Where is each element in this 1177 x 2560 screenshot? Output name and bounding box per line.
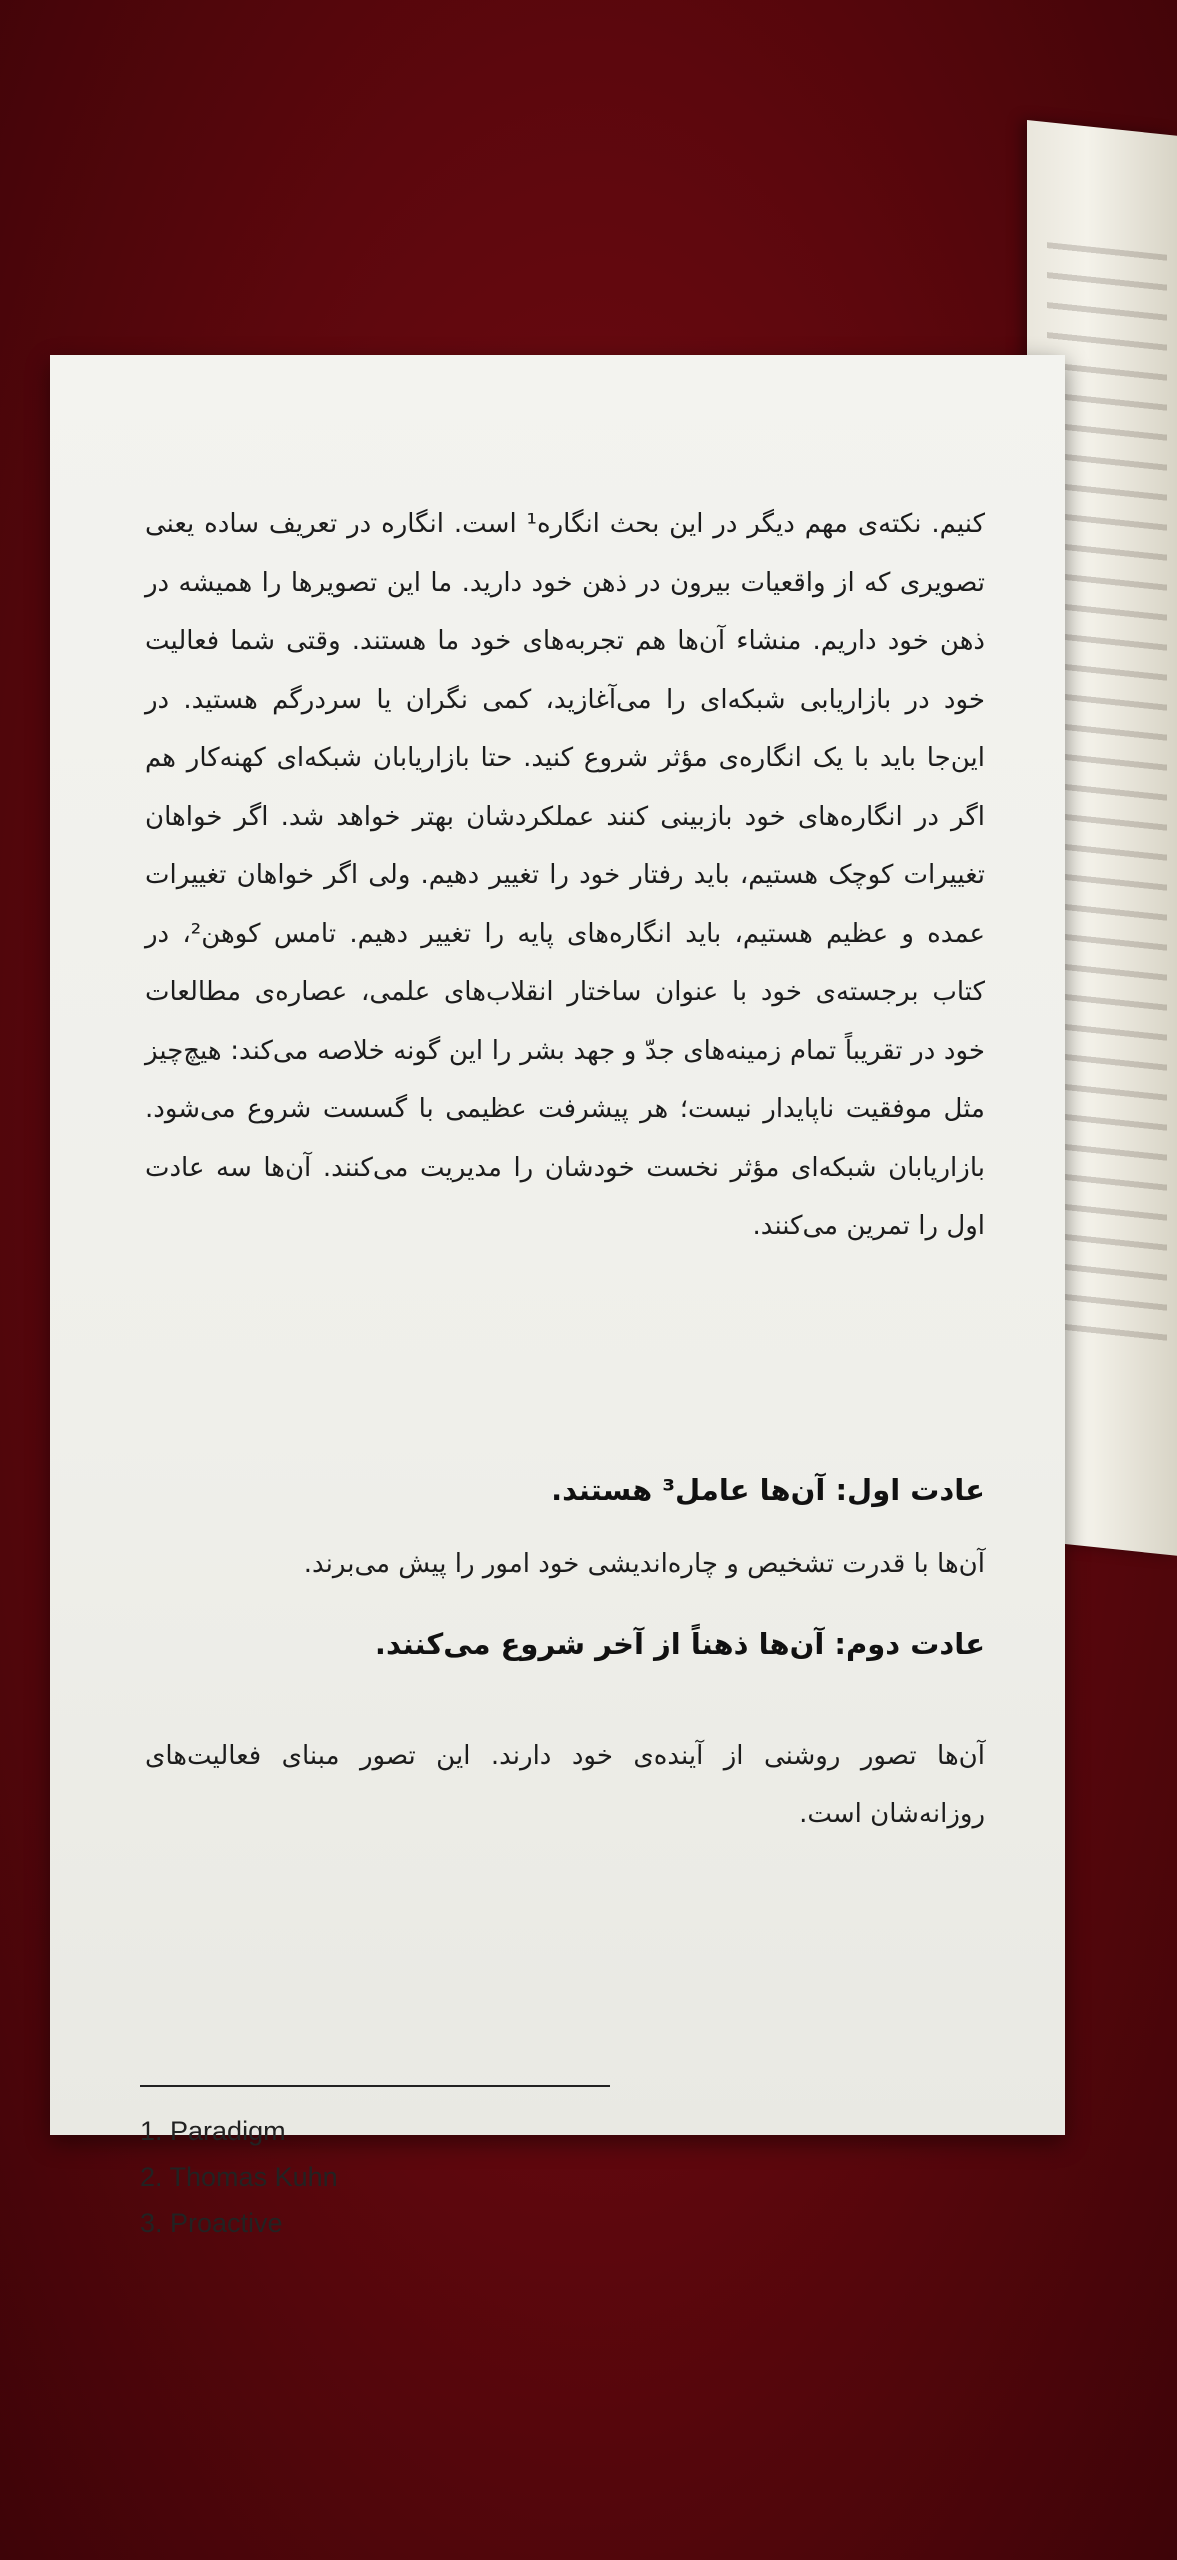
habit2-heading: عادت دوم: آن‌ها ذهناً از آخر شروع می‌کنند. xyxy=(374,1627,985,1661)
footnote-3: 3. Proactive xyxy=(140,2208,283,2238)
body-paragraph-text: کنیم. نکته‌ی مهم دیگر در این بحث انگاره¹ است. انگاره در تعریف ساده یعنی تصویری که از واقعیات بیرون در ذهن خود دارید. ما این تصویرها را همیشه در ذهن خود داریم. منشاء آن‌ها هم تجربه‌های خود ما هستند. وقتی شما فعالیت خود در بازاریابی شبکه‌ای را می‌آغازید، کمی نگران یا سردرگم هستید. در این‌جا باید با یک انگاره‌ی مؤثر شروع کنید. حتا بازاریابان شبکه‌ای کهنه‌کار هم اگر در انگاره‌های خود بازبینی کنند عملکردشان بهتر خواهد شد. اگر خواهان تغییرات کوچک هستیم، باید رفتار خود را تغییر دهیم. ولی اگر خواهان تغییرات عمده و عظیم هستیم، باید انگاره‌های پایه را تغییر دهیم. تامس کوهن²، در کتاب برجسته‌ی خود با عنوان ساختار انقلاب‌های علمی، عصاره‌ی مطالعات خود در تقریباً تمام زمینه‌های جدّ و جهد بشر را این گونه خلاصه می‌کند: هیچ‌چیز مثل موفقیت ناپایدار نیست؛ هر پیشرفت عظیمی با گسست شروع می‌شود. بازاریابان شبکه‌ای مؤثر نخست خودشان را مدیریت می‌کنند. آن‌ها سه عادت اول را تمرین می‌کنند. xyxy=(145,509,986,1241)
habit1-heading: عادت اول: آن‌ها عامل³ هستند. xyxy=(551,1473,985,1507)
habit2-text: آن‌ها تصور روشنی از آینده‌ی خود دارند. این تصور مبنای فعالیت‌های روزانه‌شان است. xyxy=(145,1741,985,1829)
adjacent-page-text-blur xyxy=(1047,242,1167,1355)
body-paragraph xyxy=(145,495,985,1256)
footnote-rule xyxy=(140,2085,610,2087)
footnote-1: 1. Paradigm xyxy=(140,2116,286,2146)
footnote-2: 2. Thomas Kuhn xyxy=(140,2162,338,2192)
book-page xyxy=(50,355,1065,2238)
footnotes xyxy=(140,2108,338,2246)
habit1-text: آن‌ها با قدرت تشخیص و چاره‌اندیشی خود امور را پیش می‌برند. xyxy=(303,1549,985,1579)
